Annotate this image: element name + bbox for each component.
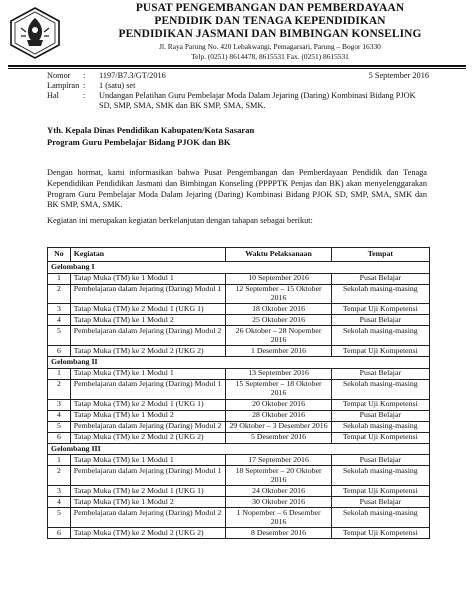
- group-row: [48, 261, 430, 273]
- addressee-line-1: Yth. Kepala Dinas Pendidikan Kabupaten/Kota Sasaran: [47, 125, 255, 135]
- tut-wuri-handayani-logo: [8, 6, 62, 60]
- letter-date: 5 September 2016: [368, 71, 429, 80]
- row-no: 4: [48, 315, 71, 326]
- addressee: [47, 124, 254, 148]
- header-waktu: Waktu Pelaksanaan: [226, 248, 331, 262]
- row-no: 5: [48, 326, 71, 346]
- group-row: [48, 357, 430, 369]
- table-row: [48, 466, 430, 486]
- letterhead-title: [70, 2, 470, 61]
- row-kegiatan: Tatap Muka (TM) ke 2 Modul 1 (UKG 1): [70, 486, 226, 497]
- row-waktu: 17 September 2016: [226, 455, 331, 466]
- row-tempat: Sekolah masing-masing: [331, 508, 429, 528]
- row-kegiatan: Pembelajaran dalam Jejaring (Daring) Modul 1: [70, 379, 226, 399]
- table-row: [48, 379, 430, 399]
- table-row: [48, 399, 430, 410]
- row-kegiatan: Tatap Muka (TM) ke 1 Modul 2: [70, 410, 226, 421]
- row-tempat: Tempat Uji Kompetensi: [331, 432, 429, 443]
- letterhead: [0, 0, 474, 64]
- letterhead-rule-thin: [8, 68, 466, 69]
- row-no: 6: [48, 432, 71, 443]
- table-row: [48, 315, 430, 326]
- institution-contact: Telp. (0251) 8614478, 8615531 Fax. (0251) 8615531: [191, 52, 349, 61]
- lampiran-value: 1 (satu) set: [99, 81, 136, 90]
- row-tempat: Pusat Belajar: [331, 455, 429, 466]
- row-tempat: Pusat Belajar: [331, 410, 429, 421]
- row-waktu: 5 Desember 2016: [226, 432, 331, 443]
- table-row: [48, 527, 430, 538]
- row-tempat: Pusat Belajar: [331, 368, 429, 379]
- table-row: [48, 273, 430, 284]
- row-no: 1: [48, 455, 71, 466]
- header-tempat: Tempat: [331, 248, 429, 262]
- row-no: 1: [48, 368, 71, 379]
- row-tempat: Tempat Uji Kompetensi: [331, 304, 429, 315]
- colon: :: [83, 91, 86, 100]
- row-tempat: Pusat Belajar: [331, 273, 429, 284]
- row-no: 4: [48, 410, 71, 421]
- row-tempat: Sekolah masing-masing: [331, 421, 429, 432]
- row-kegiatan: Tatap Muka (TM) ke 1 Modul 2: [70, 315, 226, 326]
- table-body: [48, 261, 430, 538]
- table-row: [48, 497, 430, 508]
- row-tempat: Tempat Uji Kompetensi: [331, 346, 429, 357]
- row-tempat: Pusat Belajar: [331, 497, 429, 508]
- row-waktu: 29 Oktober – 3 Desember 2016: [226, 421, 331, 432]
- row-no: 3: [48, 399, 71, 410]
- row-waktu: 26 Oktober – 28 Nopember 2016: [226, 326, 331, 346]
- row-kegiatan: Pembelajaran dalam Jejaring (Daring) Modul 1: [70, 284, 226, 304]
- group-name: Gelombang II: [48, 357, 430, 369]
- letterhead-rule-thick: [8, 65, 466, 67]
- row-no: 1: [48, 273, 71, 284]
- nomor-label: Nomor: [47, 71, 71, 80]
- row-no: 5: [48, 508, 71, 528]
- table-row: [48, 284, 430, 304]
- row-waktu: 1 Nopember – 6 Desember 2016: [226, 508, 331, 528]
- hal-value: Undangan Pelatihan Guru Pembelajar Moda Dalam Jejaring (Daring) Kombinasi Bidang PJOK SD, SMP, SMA, SMK dan BK SMP, SMA, SMK.: [99, 91, 416, 110]
- table-row: [48, 304, 430, 315]
- group-row: [48, 443, 430, 455]
- schedule-table: [47, 247, 430, 539]
- row-kegiatan: Tatap Muka (TM) ke 2 Modul 2 (UKG 2): [70, 346, 226, 357]
- row-waktu: 10 September 2016: [226, 273, 331, 284]
- nomor-value: 1197/B7.3/GT/2016: [99, 71, 166, 80]
- row-kegiatan: Tatap Muka (TM) ke 2 Modul 1 (UKG 1): [70, 399, 226, 410]
- table-row: [48, 410, 430, 421]
- row-waktu: 15 September – 18 Oktober 2016: [226, 379, 331, 399]
- row-no: 2: [48, 466, 71, 486]
- row-waktu: 24 Oktober 2016: [226, 486, 331, 497]
- row-tempat: Sekolah masing-masing: [331, 284, 429, 304]
- row-waktu: 30 Oktober 2016: [226, 497, 331, 508]
- letter-meta: [47, 71, 427, 111]
- row-kegiatan: Pembelajaran dalam Jejaring (Daring) Modul 2: [70, 421, 226, 432]
- row-waktu: 12 September – 15 Oktober 2016: [226, 284, 331, 304]
- row-no: 3: [48, 304, 71, 315]
- row-no: 2: [48, 284, 71, 304]
- row-no: 2: [48, 379, 71, 399]
- table-row: [48, 346, 430, 357]
- row-kegiatan: Tatap Muka (TM) ke 2 Modul 2 (UKG 2): [70, 432, 226, 443]
- table-row: [48, 326, 430, 346]
- row-tempat: Sekolah masing-masing: [331, 379, 429, 399]
- table-row: [48, 455, 430, 466]
- row-waktu: 25 Oktober 2016: [226, 315, 331, 326]
- group-name: Gelombang III: [48, 443, 430, 455]
- row-kegiatan: Pembelajaran dalam Jejaring (Daring) Modul 1: [70, 466, 226, 486]
- group-name: Gelombang I: [48, 261, 430, 273]
- row-kegiatan: Tatap Muka (TM) ke 1 Modul 1: [70, 455, 226, 466]
- institution-line-3: PENDIDIKAN JASMANI DAN BIMBINGAN KONSELING: [118, 28, 422, 40]
- colon: :: [83, 81, 86, 90]
- institution-line-1: PUSAT PENGEMBANGAN DAN PEMBERDAYAAN: [135, 2, 405, 14]
- addressee-line-2: Program Guru Pembelajar Bidang PJOK dan BK: [47, 137, 231, 147]
- row-no: 5: [48, 421, 71, 432]
- table-row: [48, 421, 430, 432]
- body-paragraph-1: Dengan hormat, kami informasikan bahwa Pusat Pengembangan dan Pemberdayaan Pendidik dan Tenaga Kependidikan Pendidikan Jasmani dan Bimbingan Konseling (PPPPTK Penjas dan BK) akan menyelenggarakan Program Guru Pembelajar Moda Dalam Jejaring (Daring) Kombinasi Bidang PJOK SD, SMP, SMA, SMK dan BK SMP, SMA, SMK.: [47, 168, 427, 210]
- row-no: 6: [48, 346, 71, 357]
- row-tempat: Sekolah masing-masing: [331, 466, 429, 486]
- lampiran-label: Lampiran: [47, 81, 80, 90]
- institution-line-2: PENDIDIK DAN TENAGA KEPENDIDIKAN: [154, 15, 386, 27]
- table-row: [48, 432, 430, 443]
- row-no: 3: [48, 486, 71, 497]
- row-waktu: 13 September 2016: [226, 368, 331, 379]
- row-waktu: 18 September – 20 Oktober 2016: [226, 466, 331, 486]
- letter-body: [47, 168, 427, 232]
- table-header-row: [48, 248, 430, 262]
- row-waktu: 1 Desember 2016: [226, 346, 331, 357]
- table-row: [48, 486, 430, 497]
- row-tempat: Pusat Belajar: [331, 315, 429, 326]
- row-kegiatan: Tatap Muka (TM) ke 1 Modul 2: [70, 497, 226, 508]
- table-row: [48, 508, 430, 528]
- institution-address: Jl. Raya Parung No. 420 Lebakwangi, Pemagarsari, Parung – Bogor 16330: [159, 42, 381, 51]
- row-tempat: Tempat Uji Kompetensi: [331, 486, 429, 497]
- row-kegiatan: Tatap Muka (TM) ke 2 Modul 1 (UKG 1): [70, 304, 226, 315]
- hal-label: Hal: [47, 91, 59, 100]
- row-no: 4: [48, 497, 71, 508]
- row-kegiatan: Pembelajaran dalam Jejaring (Daring) Modul 2: [70, 508, 226, 528]
- row-waktu: 8 Desember 2016: [226, 527, 331, 538]
- header-no: No: [48, 248, 71, 262]
- row-tempat: Sekolah masing-masing: [331, 326, 429, 346]
- row-waktu: 18 Oktober 2016: [226, 304, 331, 315]
- body-paragraph-2: Kegiatan ini merupakan kegiatan berkelanjutan dengan tahapan sebagai berikut:: [47, 216, 313, 226]
- row-waktu: 28 Oktober 2016: [226, 410, 331, 421]
- lampiran-row: [47, 81, 427, 91]
- row-tempat: Tempat Uji Kompetensi: [331, 527, 429, 538]
- row-kegiatan: Tatap Muka (TM) ke 2 Modul 2 (UKG 2): [70, 527, 226, 538]
- header-kegiatan: Kegiatan: [70, 248, 226, 262]
- colon: :: [83, 71, 86, 80]
- row-kegiatan: Tatap Muka (TM) ke 1 Modul 1: [70, 368, 226, 379]
- row-kegiatan: Tatap Muka (TM) ke 1 Modul 1: [70, 273, 226, 284]
- row-no: 6: [48, 527, 71, 538]
- row-tempat: Tempat Uji Kompetensi: [331, 399, 429, 410]
- row-kegiatan: Pembelajaran dalam Jejaring (Daring) Modul 2: [70, 326, 226, 346]
- hal-row: [47, 91, 427, 111]
- table-row: [48, 368, 430, 379]
- row-waktu: 20 Oktober 2016: [226, 399, 331, 410]
